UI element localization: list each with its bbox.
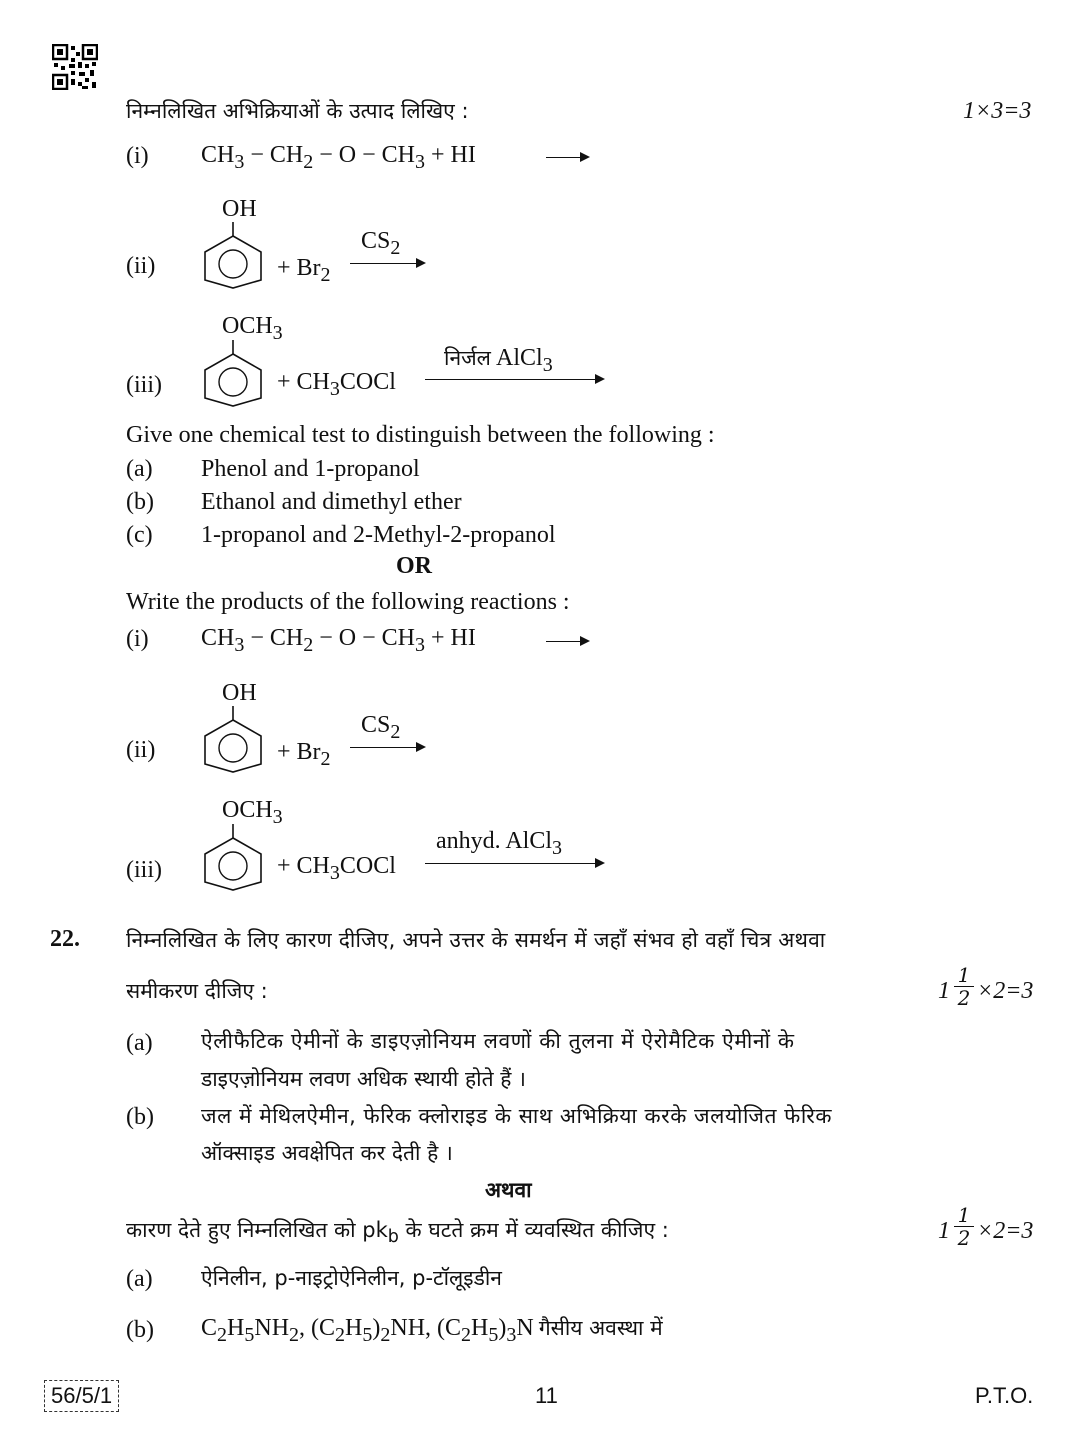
marks-label: 1 (938, 978, 950, 1004)
or-separator: OR (396, 553, 432, 579)
sub-question-label: (b) (126, 1104, 154, 1130)
benzene-ring-icon (200, 704, 266, 774)
marks-fraction: 1 2 (954, 1205, 974, 1248)
reaction-number: (iii) (126, 857, 162, 883)
english-question-header: Write the products of the following reactions : (126, 589, 570, 615)
page-number: 11 (535, 1383, 558, 1408)
sub-question-text: जल में मेथिलऐमीन, फेरिक क्लोराइड के साथ अभिक्रिया करके जलयोजित फेरिक (201, 1104, 833, 1128)
reaction-condition: anhyd. AlCl$_3$ (436, 828, 563, 859)
benzene-ring-icon (200, 338, 266, 408)
reaction-equation: $CH_3 - CH_2 - O - CH_3$ + HI (201, 142, 476, 173)
sub-question-label: (a) (126, 1030, 153, 1056)
pto-label: P.T.O. (975, 1383, 1034, 1408)
reaction-number: (ii) (126, 253, 156, 279)
marks-label: ×2=3 (977, 978, 1034, 1004)
substituent-label: $OCH_3$ (222, 313, 283, 344)
reagent: + $CH_3COCl$ (277, 369, 396, 400)
reaction-arrow (546, 157, 588, 158)
reaction-equation: $CH_3 - CH_2 - O - CH_3$ + HI (201, 625, 476, 656)
sub-question-text: ऑक्साइड अवक्षेपित कर देती है । (201, 1141, 453, 1165)
sub-question-label: (b) (126, 1317, 154, 1343)
question-number: 22. (50, 926, 80, 952)
reaction-arrow (425, 863, 603, 864)
question-text-line: समीकरण दीजिए : (126, 979, 268, 1003)
test-item-text: Ethanol and dimethyl ether (201, 489, 462, 515)
test-item-label: (c) (126, 522, 153, 548)
reaction-number: (i) (126, 143, 149, 169)
sub-question-text: ऐनिलीन, p-नाइट्रोऐनिलीन, p-टॉलूइडीन (201, 1266, 502, 1290)
benzene-ring-icon (200, 220, 266, 290)
reagent: + $CH_3COCl$ (277, 853, 396, 884)
reaction-number: (iii) (126, 372, 162, 398)
reaction-arrow (350, 747, 424, 748)
substituent-label: $OCH_3$ (222, 797, 283, 828)
reaction-condition: $CS_2$ (361, 712, 401, 743)
sub-question-label: (a) (126, 1266, 153, 1292)
test-item-text: 1-propanol and 2-Methyl-2-propanol (201, 522, 556, 548)
test-item-label: (b) (126, 489, 154, 515)
reaction-arrow (546, 641, 588, 642)
marks-label: 1 (938, 1218, 950, 1244)
reaction-condition: निर्जल AlCl$_3$ (444, 345, 553, 376)
reagent: + $Br_2$ (277, 255, 331, 286)
reaction-arrow (425, 379, 603, 380)
benzene-ring-icon (200, 822, 266, 892)
reaction-condition: $CS_2$ (361, 228, 401, 259)
reaction-arrow (350, 263, 424, 264)
substituent-label: OH (222, 680, 257, 706)
marks-fraction: 1 2 (954, 965, 974, 1008)
athva-separator: अथवा (485, 1178, 532, 1202)
sub-question-text: ऐलीफैटिक ऐमीनों के डाइएज़ोनियम लवणों की तुलना में ऐरोमैटिक ऐमीनों के (201, 1029, 795, 1053)
question-text-line: निम्नलिखित के लिए कारण दीजिए, अपने उत्तर के समर्थन में जहाँ संभव हो वहाँ चित्र अथवा (126, 928, 826, 952)
marks-label: ×2=3 (977, 1218, 1034, 1244)
reaction-number: (i) (126, 626, 149, 652)
reaction-number: (ii) (126, 737, 156, 763)
substituent-label: OH (222, 196, 257, 222)
reagent: + $Br_2$ (277, 739, 331, 770)
sub-question-text: डाइएज़ोनियम लवण अधिक स्थायी होते हैं । (201, 1067, 527, 1091)
paper-code: 56/5/1 (44, 1380, 119, 1412)
alt-question-header: कारण देते हुए निम्नलिखित को $pk_b$ के घटते क्रम में व्यवस्थित कीजिए : (126, 1218, 669, 1248)
test-question-header: Give one chemical test to distinguish between the following : (126, 422, 715, 448)
marks-label: 1×3=3 (963, 98, 1032, 124)
sub-question-text: $C_2H_5NH_2$, $(C_2H_5)_2NH$, $(C_2H_5)_3N$ गैसीय अवस्था में (201, 1315, 663, 1346)
hindi-question-header: निम्नलिखित अभिक्रियाओं के उत्पाद लिखिए : (126, 99, 469, 123)
qr-code (52, 44, 98, 90)
test-item-label: (a) (126, 456, 153, 482)
test-item-text: Phenol and 1-propanol (201, 456, 420, 482)
